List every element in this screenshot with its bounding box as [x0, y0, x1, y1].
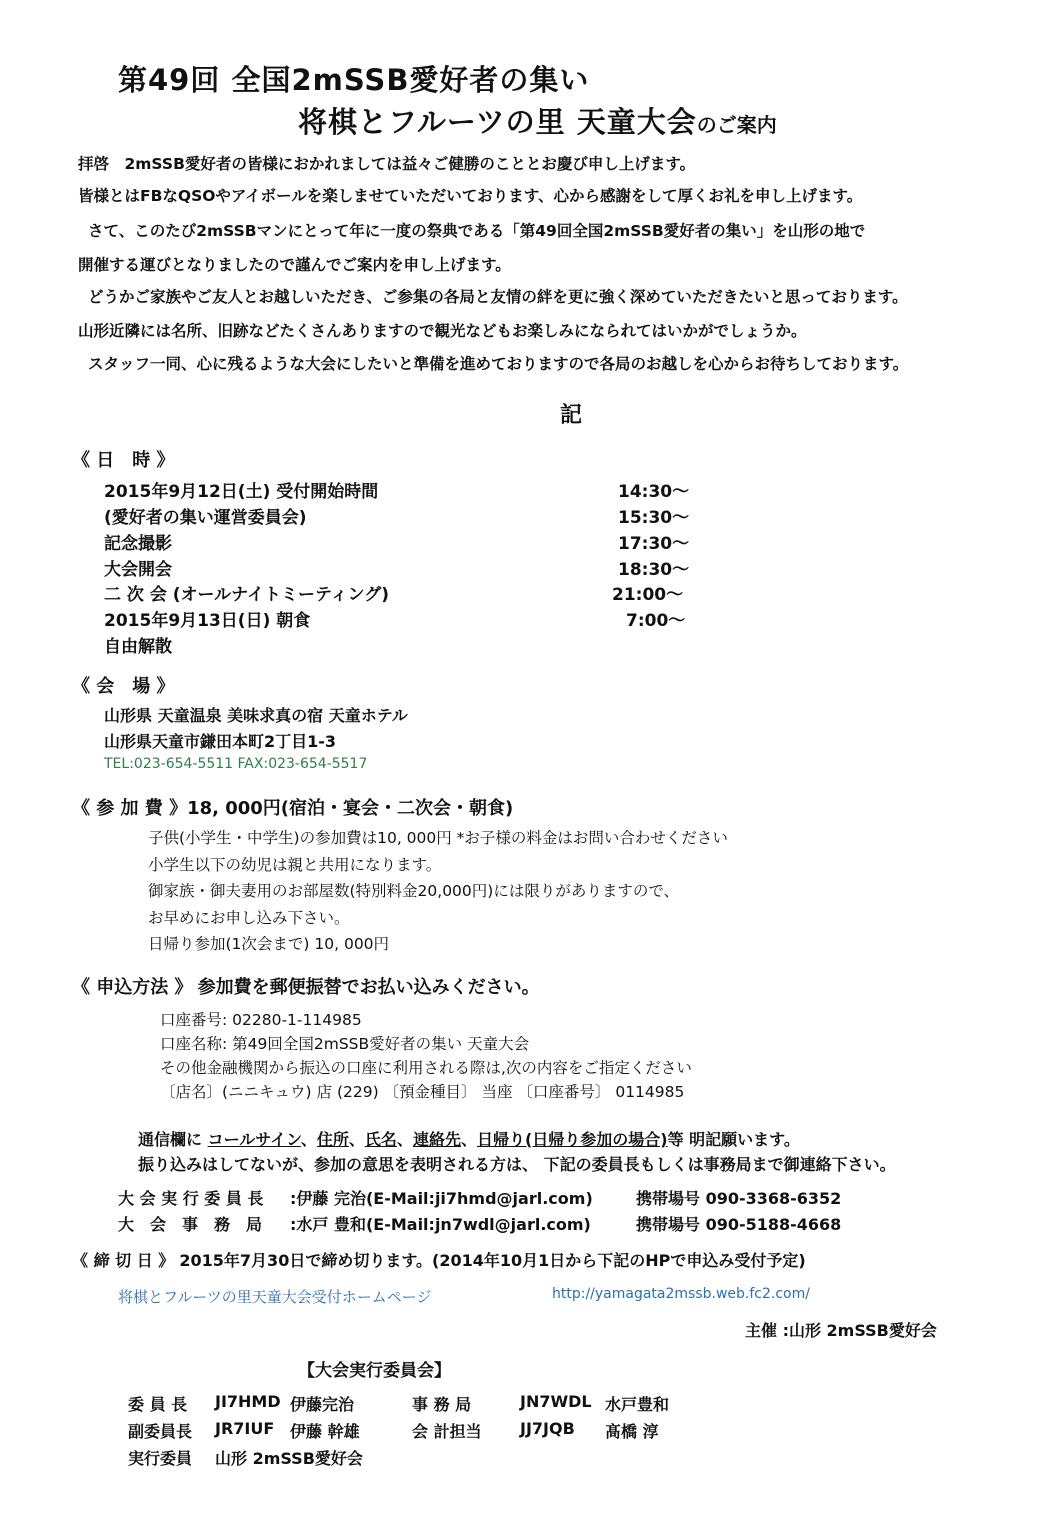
committee-name-3: 伊藤 幹雄 [290, 1422, 360, 1441]
intro-line-4: 開催する運びとなりましたので謹んでご案内を申し上げます。 [78, 256, 511, 274]
committee-heading: 【大会実行委員会】 [298, 1361, 451, 1381]
deadline-line [72, 1248, 806, 1271]
contact-office-phone: 携帯場号 090-5188-4668 [636, 1215, 842, 1234]
apply-account-number: 口座番号: 02280-1-114985 [160, 1011, 362, 1029]
title-line2-main: 将棋とフルーツの里 天童大会 [298, 105, 697, 139]
committee-call-2: JN7WDL [520, 1392, 592, 1411]
schedule-time-4: 18:30～ [618, 560, 690, 580]
title-line2 [298, 100, 777, 141]
schedule-label-5: 二 次 会 (オールナイトミーティング) [104, 585, 390, 605]
committee-role-3: 副委員長 [128, 1422, 193, 1441]
title-line1: 第49回 全国2mSSB愛好者の集い [118, 63, 590, 97]
committee-name-4: 髙橋 淳 [605, 1422, 659, 1441]
intro-line-3: さて、このたび2mSSBマンにとって年に一度の祭典である「第49回全国2mSSB愛好者の集い」を山形の地で [88, 222, 866, 240]
contact-chair-phone: 携帯場号 090-3368-6352 [636, 1189, 842, 1208]
contact-chair-role: 大 会 実 行 委 員 長 [118, 1189, 264, 1208]
schedule-time-2: 15:30～ [618, 508, 690, 528]
fee-line [72, 794, 513, 820]
apply-branch-info: 〔店名〕(ニニキュウ) 店 (229) 〔預金種目〕 当座 〔口座番号〕 0114985 [160, 1083, 685, 1101]
homepage-link[interactable]: http://yamagata2mssb.web.fc2.com/ [552, 1286, 810, 1302]
committee-role-2: 事 務 局 [412, 1395, 472, 1414]
intro-line-7: スタッフ一同、心に残るような大会にしたいと準備を進めておりますので各局のお越しを心からお待ちしております。 [88, 355, 909, 373]
fee-note-1: 子供(小学生・中学生)の参加費は10, 000円 *お子様の料金はお問い合わせください [148, 829, 728, 847]
fee-note-5: 日帰り参加(1次会まで) 10, 000円 [148, 935, 390, 953]
apply-account-name: 口座名称: 第49回全国2mSSB愛好者の集い 天童大会 [160, 1035, 530, 1053]
memo-sep: 、 [396, 1130, 413, 1149]
memo-item-callsign: コールサイン [207, 1130, 301, 1149]
homepage-label: 将棋とフルーツの里天童大会受付ホームページ [118, 1288, 432, 1306]
schedule-label-3: 記念撮影 [104, 534, 172, 554]
committee-call-3: JR7IUF [215, 1419, 275, 1438]
memo-item-address: 住所 [316, 1130, 349, 1149]
venue-address: 山形県天童市鎌田本町2丁目1-3 [104, 732, 337, 751]
schedule-time-5: 21:00～ [612, 585, 684, 605]
schedule-time-3: 17:30～ [618, 534, 690, 554]
memo-suffix: 等 明記願います。 [667, 1130, 800, 1149]
committee-group: 山形 2mSSB愛好会 [215, 1449, 363, 1468]
schedule-label-2: (愛好者の集い運営委員会) [104, 508, 307, 528]
committee-call-1: JI7HMD [215, 1392, 281, 1411]
committee-call-4: JJ7JQB [520, 1419, 575, 1438]
venue-contact: TEL:023-654-5511 FAX:023-654-5517 [104, 756, 368, 772]
committee-role-4: 会 計担当 [412, 1422, 482, 1441]
memo-item-name: 氏名 [364, 1130, 397, 1149]
committee-role-5: 実行委員 [128, 1449, 193, 1468]
schedule-time-6: 7:00～ [626, 611, 686, 631]
fee-note-2: 小学生以下の幼児は親と共用になります。 [148, 856, 442, 874]
committee-name-2: 水戸豊和 [605, 1395, 670, 1414]
intro-line-2: 皆様とはFBなQSOやアイボールを楽しませていただいております、心から感謝をして厚くお礼を申し上げます。 [78, 187, 863, 205]
ki-mark: 記 [560, 403, 583, 428]
deadline-heading: 《 締 切 日 》 [72, 1251, 175, 1270]
memo-sep: 、 [300, 1130, 317, 1149]
apply-other-bank: その他金融機関から振込の口座に利用される際は,次の内容をご指定ください [160, 1059, 692, 1077]
schedule-label-1: 2015年9月12日(土) 受付開始時間 [104, 482, 379, 502]
contact-office-role: 大 会 事 務 局 [118, 1215, 263, 1234]
venue-name: 山形県 天童温泉 美味求真の宿 天童ホテル [104, 706, 408, 725]
deadline-text: 2015年7月30日で締め切ります。(2014年10月1日から下記のHPで申込み受付予定) [179, 1251, 806, 1270]
fee-amount: 18, 000円(宿泊・宴会・二次会・朝食) [187, 798, 514, 819]
schedule-label-6: 2015年9月13日(日) 朝食 [104, 611, 311, 631]
committee-name-1: 伊藤完治 [290, 1395, 355, 1414]
fee-heading: 《 参 加 費 》 [72, 798, 188, 819]
contact-chair-name: :伊藤 完治(E-Mail:ji7hmd@jarl.com) [290, 1189, 593, 1208]
schedule-time-1: 14:30～ [618, 482, 690, 502]
fee-note-4: お早めにお申し込み下さい。 [148, 909, 350, 927]
memo-sep: 、 [348, 1130, 365, 1149]
contact-office-name: :水戸 豊和(E-Mail:jn7wdl@jarl.com) [290, 1215, 591, 1234]
schedule-heading: 《 日 時 》 [72, 450, 175, 471]
intro-line-1: 拝啓 2mSSB愛好者の皆様におかれましては益々ご健勝のこととお慶び申し上げます。 [78, 155, 696, 173]
intro-line-6: 山形近隣には名所、旧跡などたくさんありますので観光などもお楽しみになられてはいかがでしょうか。 [78, 322, 807, 340]
apply-memo [138, 1127, 800, 1150]
memo-prefix: 通信欄に [138, 1130, 208, 1149]
organizer: 主催 :山形 2mSSB愛好会 [745, 1321, 937, 1340]
apply-heading: 《 申込方法 》 [72, 977, 193, 998]
fee-note-3: 御家族・御夫妻用のお部屋数(特別料金20,000円)には限りがありますので、 [148, 882, 680, 900]
memo-sep: 、 [460, 1130, 477, 1149]
schedule-label-4: 大会開会 [104, 560, 172, 580]
apply-line [72, 973, 540, 999]
apply-note: 振り込みはしてないが、参加の意思を表明される方は、 下記の委員長もしくは事務局まで御連絡下さい。 [138, 1155, 896, 1174]
apply-text: 参加費を郵便振替でお払い込みください。 [197, 977, 540, 998]
intro-line-5: どうかご家族やご友人とお越しいただき、ご参集の各局と友情の絆を更に強く深めていただきたいと思っております。 [88, 288, 908, 306]
memo-item-dayreturn: 日帰り(日帰り参加の場合) [476, 1130, 668, 1149]
title-line2-suffix: のご案内 [696, 113, 777, 137]
venue-heading: 《 会 場 》 [72, 676, 175, 697]
memo-item-contact: 連絡先 [412, 1130, 461, 1149]
schedule-label-7: 自由解散 [104, 637, 172, 657]
committee-role-1: 委 員 長 [128, 1395, 188, 1414]
